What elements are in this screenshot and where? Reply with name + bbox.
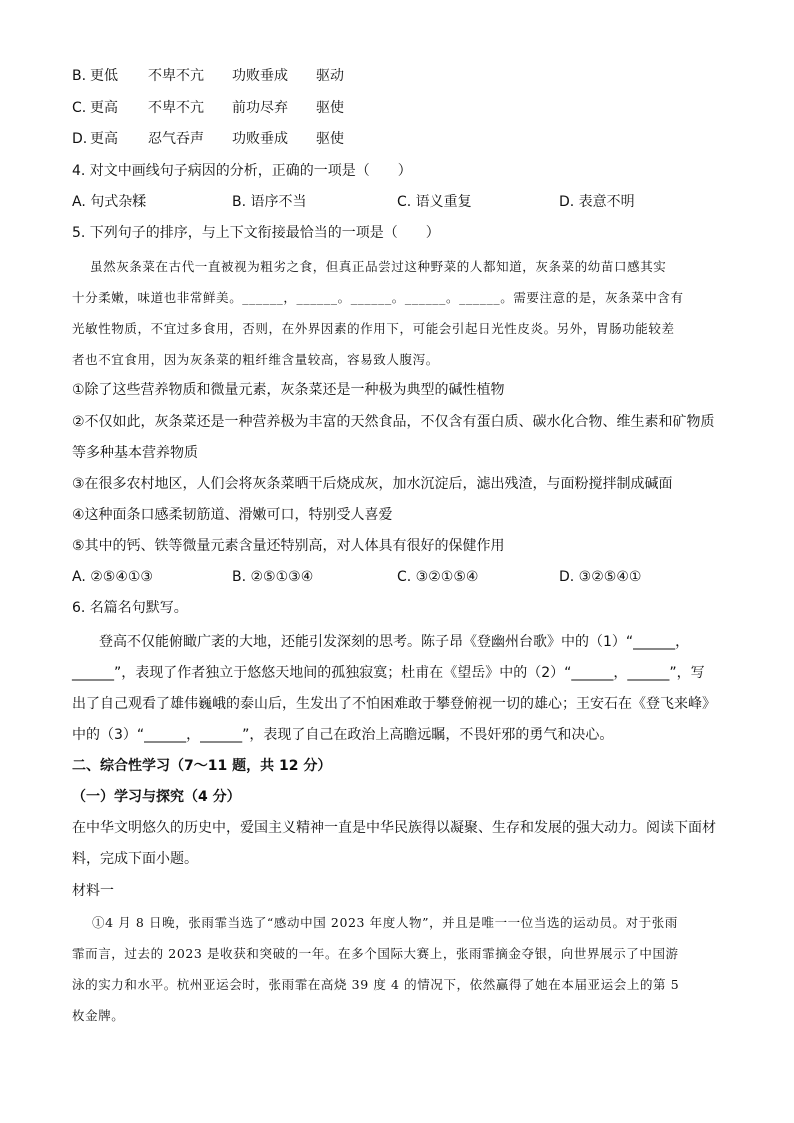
q5-sentence-2-cont: 等多种基本营养物质 bbox=[72, 445, 198, 461]
q5-sentence-1: ①除了这些营养物质和微量元素，灰条菜还是一种极为典型的碱性植物 bbox=[72, 382, 505, 398]
option-word-2: 不卑不亢 bbox=[148, 100, 204, 116]
option-letter: C. bbox=[72, 100, 87, 116]
q5-sentence-2: ②不仅如此，灰条菜还是一种营养极为丰富的天然食品，不仅含有蛋白质、碳水化合物、维生素和矿物质 bbox=[72, 414, 715, 430]
q5-passage-line: 者也不宜食用，因为灰条菜的粗纤维含量较高，容易致人腹泻。 bbox=[72, 352, 439, 367]
option-word-3: 功败垂成 bbox=[232, 68, 288, 84]
option-word-4: 驱使 bbox=[316, 100, 344, 116]
material-line: 枚金牌。 bbox=[72, 1008, 125, 1023]
q5-option-c: C. ③②①⑤④ bbox=[397, 569, 479, 585]
q4-option-c: C. 语义重复 bbox=[397, 194, 472, 210]
q5-sentence-3: ③在很多农村地区，人们会将灰条菜晒干后烧成灰，加水沉淀后，滤出残渣，与面粉搅拌制成碱面 bbox=[72, 476, 673, 492]
q5-sentence-4: ④这种面条口感柔韧筋道、滑嫩可口，特别受人喜爱 bbox=[72, 507, 393, 523]
q6-line: 登高不仅能俯瞰广袤的大地，还能引发深刻的思考。陈子昂《登幽州台歌》中的（1）“______， bbox=[99, 634, 690, 650]
option-word-1: 更高 bbox=[90, 131, 118, 147]
q4-option-d: D. 表意不明 bbox=[559, 194, 635, 210]
q5-sentence-5: ⑤其中的钙、铁等微量元素含量还特别高，对人体具有很好的保健作用 bbox=[72, 538, 505, 554]
q6-line: ______”，表现了作者独立于悠悠天地间的孤独寂寞；杜甫在《望岳》中的（2）“______，______”，写 bbox=[72, 665, 705, 681]
q5-option-d: D. ③②⑤④① bbox=[559, 569, 642, 585]
section-2-intro: 料，完成下面小题。 bbox=[72, 851, 198, 867]
q6-stem: 6. 名篇名句默写。 bbox=[72, 600, 188, 616]
option-word-2: 不卑不亢 bbox=[148, 68, 204, 84]
q5-passage-line: 光敏性物质，不宜过多食用，否则，在外界因素的作用下，可能会引起日光性皮炎。另外，胃肠功能较差 bbox=[72, 321, 675, 336]
section-2-intro: 在中华文明悠久的历史中，爱国主义精神一直是中华民族得以凝聚、生存和发展的强大动力。阅读下面材 bbox=[72, 820, 716, 836]
option-letter: B. bbox=[72, 68, 87, 84]
material-line: 泳的实力和水平。杭州亚运会时，张雨霏在高烧 39 度 4 的情况下，依然赢得了她在本届亚运会上的第 5 bbox=[72, 977, 680, 992]
section-2-title: 二、综合性学习（7～11 题，共 12 分） bbox=[72, 758, 332, 774]
option-word-3: 前功尽弃 bbox=[232, 100, 288, 116]
option-word-3: 功败垂成 bbox=[232, 131, 288, 147]
option-letter: D. bbox=[72, 131, 88, 147]
q6-line: 出了自己观看了雄伟巍峨的泰山后，生发出了不怕困难敢于攀登俯视一切的雄心；王安石在《登飞来峰》 bbox=[72, 696, 716, 712]
q4-option-b: B. 语序不当 bbox=[232, 194, 307, 210]
section-2-subtitle: （一）学习与探究（4 分） bbox=[72, 789, 241, 805]
q5-option-a: A. ②⑤④①③ bbox=[72, 569, 153, 585]
q5-stem: 5. 下列句子的排序，与上下文衔接最恰当的一项是（ ） bbox=[72, 225, 440, 241]
option-word-2: 忍气吞声 bbox=[148, 131, 204, 147]
material-line: ①4 月 8 日晚，张雨霏当选了“感动中国 2023 年度人物”，并且是唯一一位当选的运动员。对于张雨 bbox=[92, 915, 678, 930]
option-word-1: 更高 bbox=[90, 100, 118, 116]
option-word-4: 驱使 bbox=[316, 131, 344, 147]
q5-option-b: B. ②⑤①③④ bbox=[232, 569, 314, 585]
q4-option-a: A. 句式杂糅 bbox=[72, 194, 147, 210]
option-word-4: 驱动 bbox=[316, 68, 344, 84]
option-word-1: 更低 bbox=[90, 68, 118, 84]
material-line: 霏而言，过去的 2023 是收获和突破的一年。在多个国际大赛上，张雨霏摘金夺银，向世界展示了中国游 bbox=[72, 946, 679, 961]
q6-line: 中的（3）“______，______”，表现了自己在政治上高瞻远瞩，不畏奸邪的勇气和决心。 bbox=[72, 727, 614, 743]
q4-stem: 4. 对文中画线句子病因的分析，正确的一项是（ ） bbox=[72, 163, 412, 179]
q5-passage-line: 十分柔嫩，味道也非常鲜美。______，______。______。______。______。需要注意的是，灰条菜中含有 bbox=[72, 290, 684, 305]
material-title: 材料一 bbox=[72, 883, 114, 899]
q5-passage-line: 虽然灰条菜在古代一直被视为粗劣之食，但真正品尝过这种野菜的人都知道，灰条菜的幼苗口感其实 bbox=[90, 259, 667, 274]
